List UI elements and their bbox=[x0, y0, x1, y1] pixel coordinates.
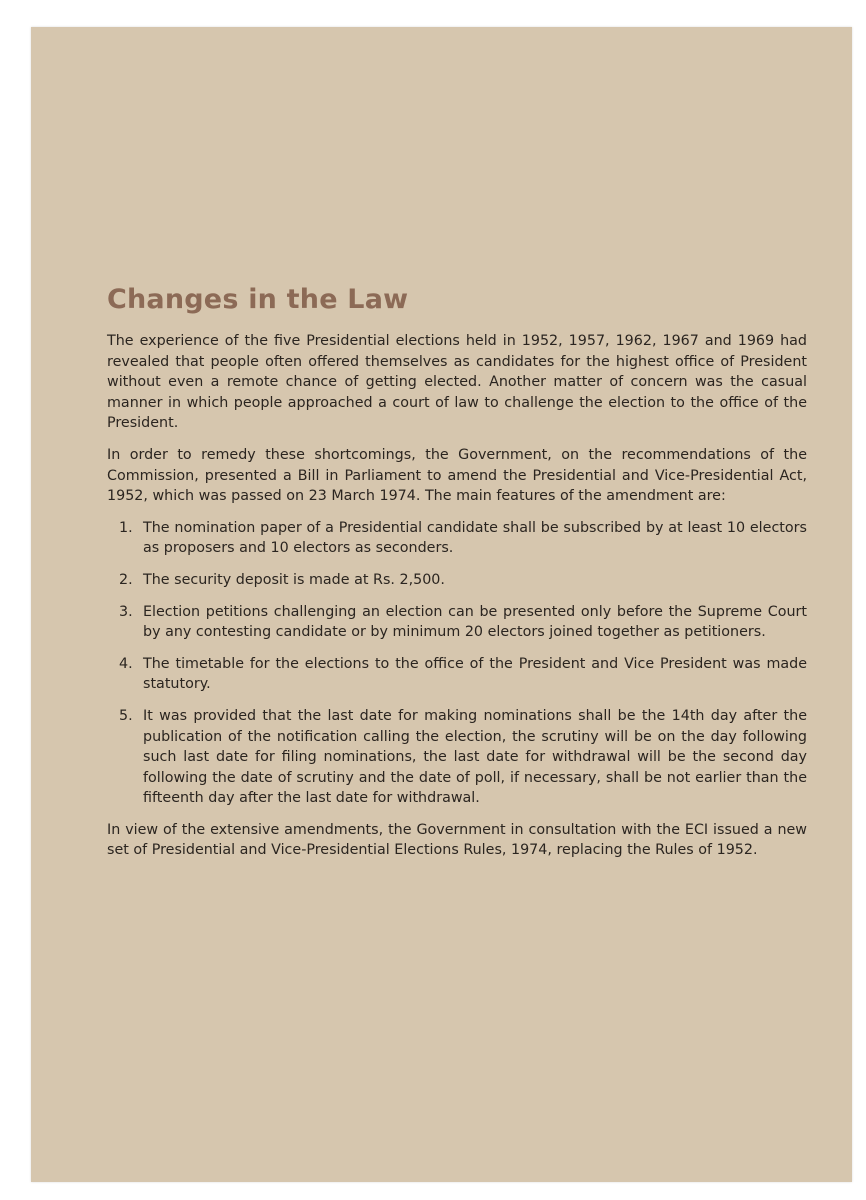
list-item-number: 2. bbox=[119, 571, 133, 588]
list-item-text: It was provided that the last date for making nominations shall be the 14th day after the publication of the notification calling the election, the scrutiny will be on the day following such last date for filing nominations, the last date for withdrawal will be the second day following the date of scrutiny and the date of poll, if necessary, shall be not earlier than the fifteenth day after the last date for withdrawal. bbox=[143, 707, 807, 807]
list-item bbox=[107, 654, 807, 695]
amendment-features-list bbox=[107, 518, 807, 809]
page-content bbox=[107, 283, 807, 872]
list-item-number: 3. bbox=[119, 603, 133, 620]
intro-paragraph: The experience of the five Presidential elections held in 1952, 1957, 1962, 1967 and 1969 had revealed that people often offered themselves as candidates for the highest office of President without even a remote chance of getting elected. Another matter of concern was the casual manner in which people approached a court of law to challenge the election to the office of the President. bbox=[107, 333, 807, 432]
list-item bbox=[107, 570, 807, 591]
remedy-paragraph: In order to remedy these shortcomings, the Government, on the recommendations of the Commission, presented a Bill in Parliament to amend the Presidential and Vice-Presidential Act, 1952, which was passed on 23 March 1974. The main features of the amendment are: bbox=[107, 446, 807, 505]
list-item-number: 4. bbox=[119, 655, 133, 672]
list-item-number: 1. bbox=[119, 519, 133, 536]
list-item-text: The nomination paper of a Presidential candidate shall be subscribed by at least 10 electors as proposers and 10 electors as seconders. bbox=[143, 519, 807, 557]
list-item-number: 5. bbox=[119, 707, 133, 724]
list-item bbox=[107, 602, 807, 643]
page-title: Changes in the Law bbox=[107, 284, 409, 315]
document-page bbox=[31, 27, 852, 1182]
list-item-text: The timetable for the elections to the office of the President and Vice President was made statutory. bbox=[143, 655, 807, 693]
closing-paragraph: In view of the extensive amendments, the Government in consultation with the ECI issued a new set of Presidential and Vice-Presidential Elections Rules, 1974, replacing the Rules of 1952. bbox=[107, 821, 807, 859]
list-item bbox=[107, 706, 807, 809]
list-item bbox=[107, 518, 807, 559]
list-item-text: The security deposit is made at Rs. 2,500. bbox=[143, 571, 445, 588]
list-item-text: Election petitions challenging an election can be presented only before the Supreme Court by any contesting candidate or by minimum 20 electors joined together as petitioners. bbox=[143, 603, 807, 641]
